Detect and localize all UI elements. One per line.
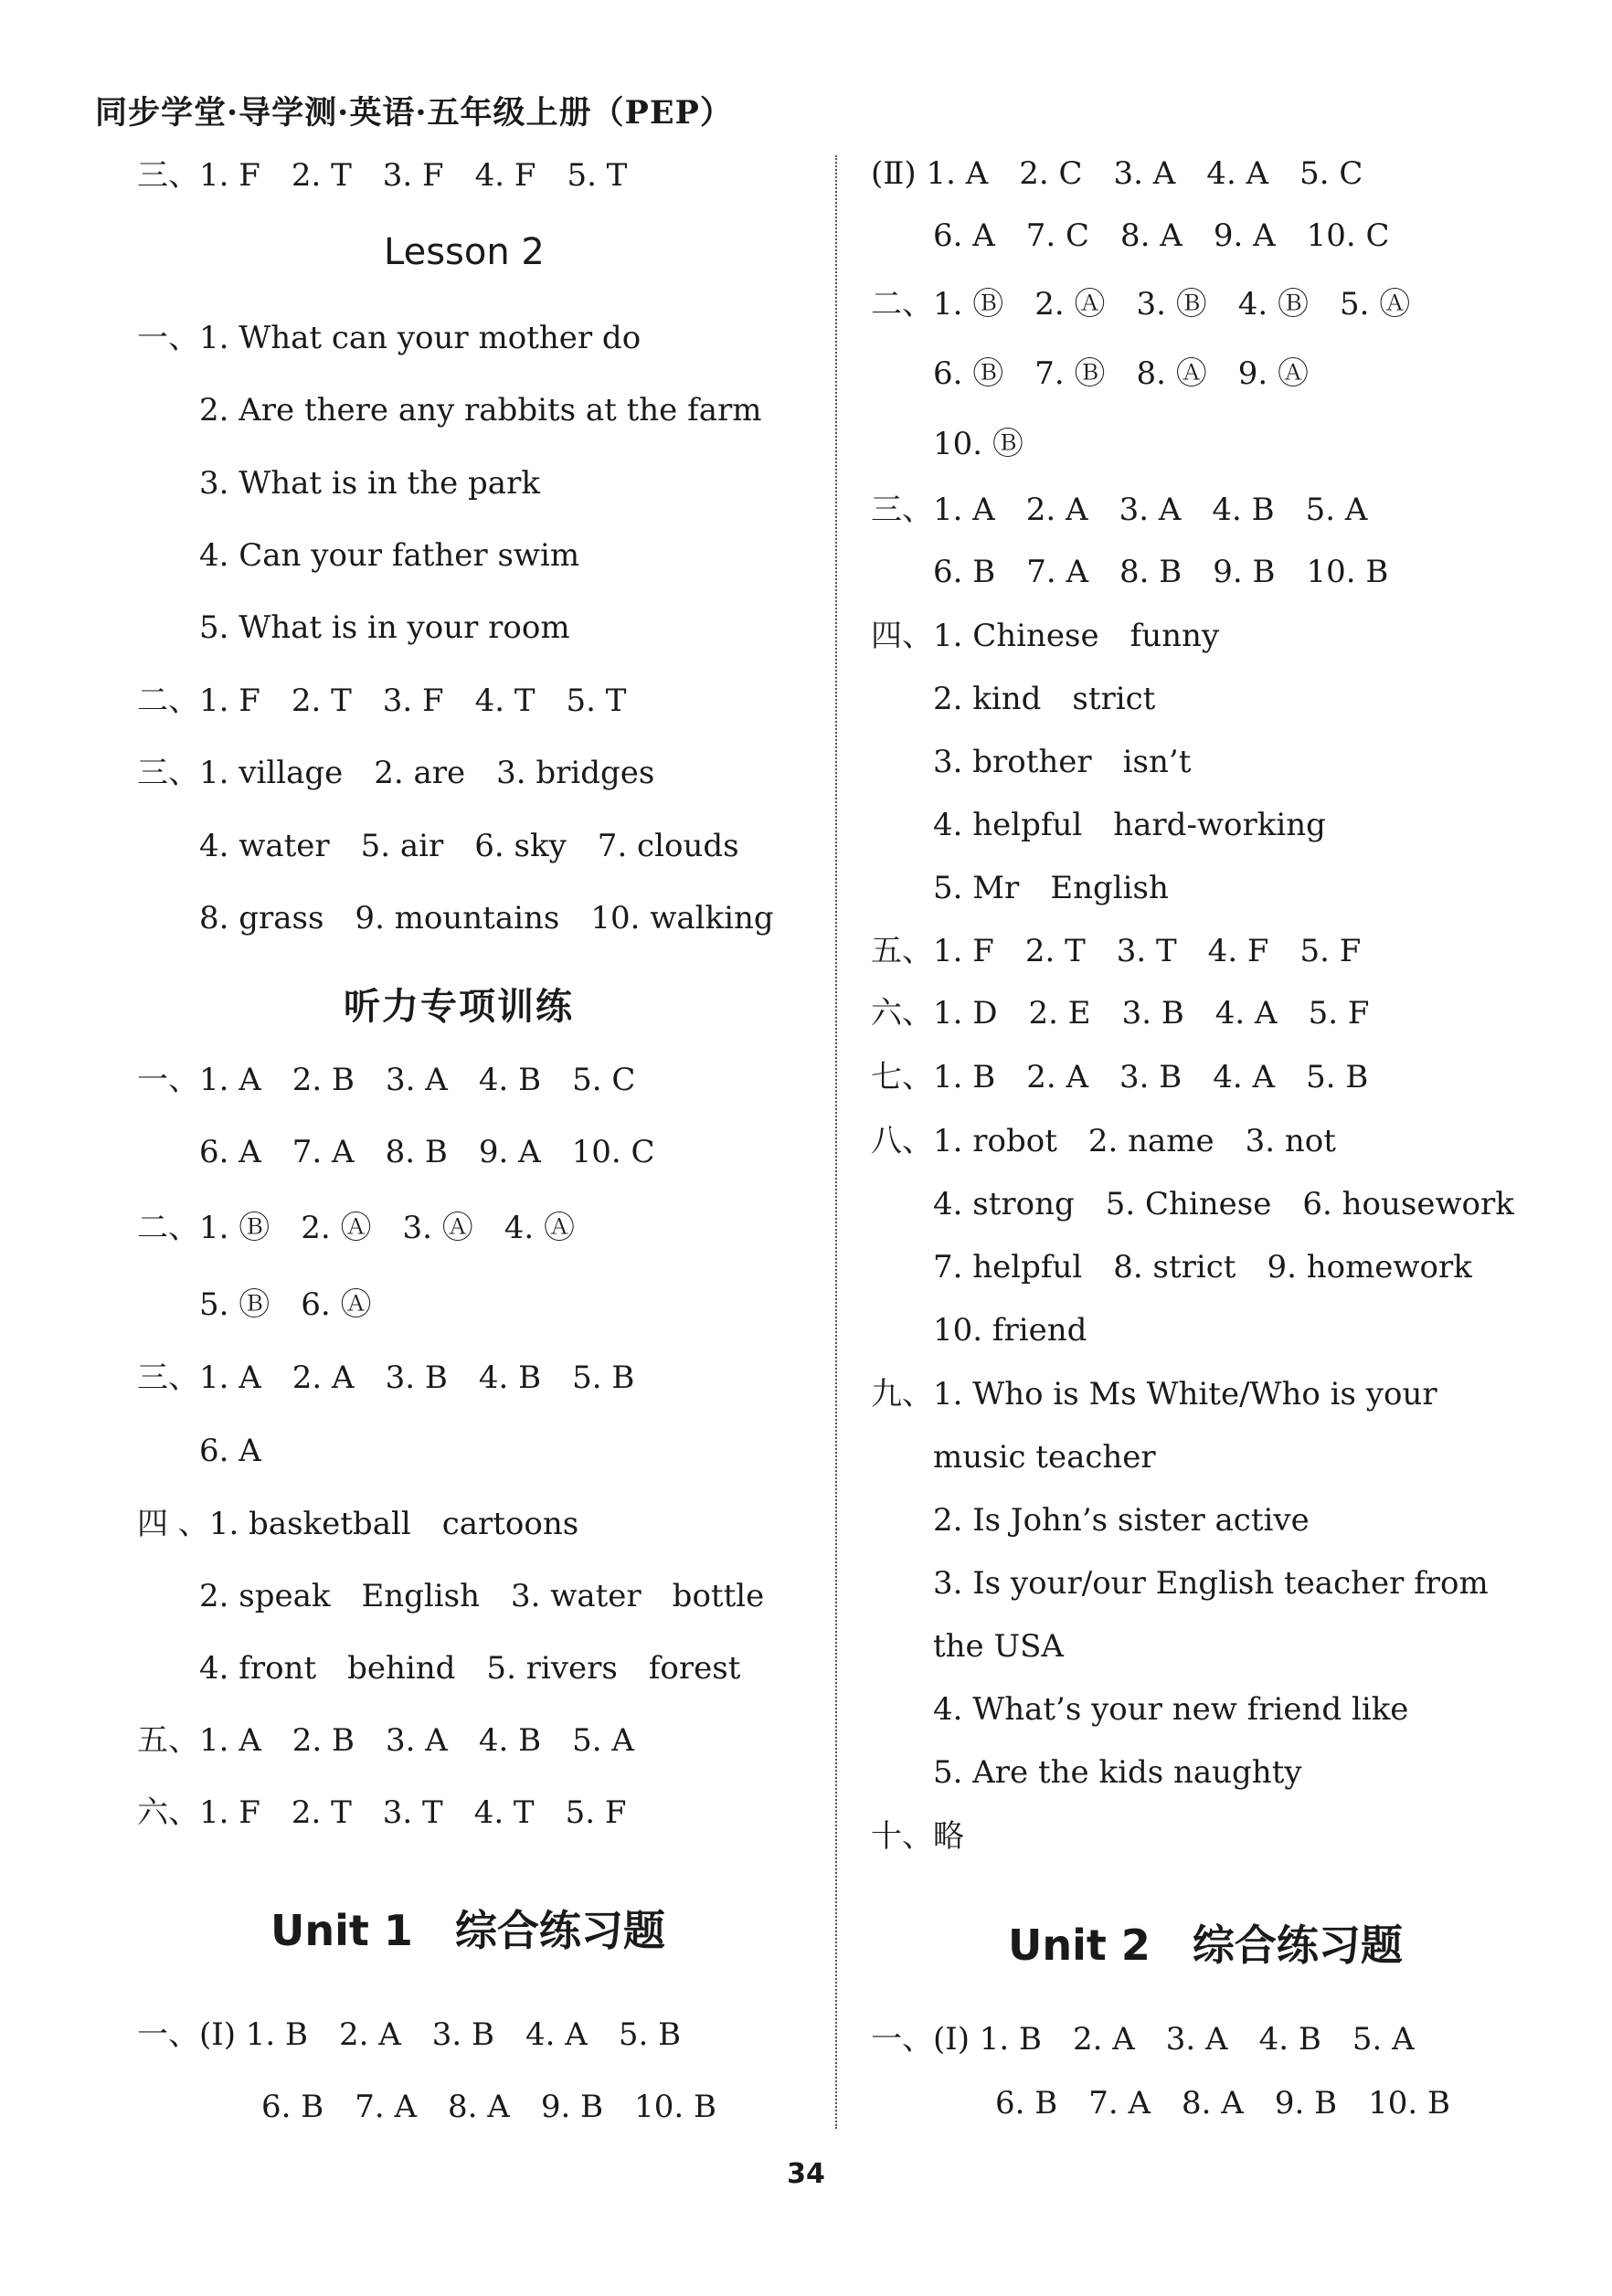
answer-line: 5. Are the kids naughty [871, 1754, 1302, 1791]
answer-line: 3. brother isn’t [871, 744, 1192, 780]
answer-line: 3. What is in the park [137, 465, 540, 502]
answer-line: 三、1. village 2. are 3. bridges [137, 755, 655, 791]
answer-line: 九、1. Who is Ms White/Who is your [871, 1376, 1437, 1413]
answer-line: 6. A 7. C 8. A 9. A 10. C [871, 217, 1390, 254]
answer-line: 2. kind strict [871, 681, 1156, 717]
answer-line: 2. Are there any rabbits at the farm [137, 392, 762, 429]
answer-line: 二、1. Ⓑ 2. Ⓐ 3. Ⓐ 4. Ⓐ [137, 1210, 575, 1246]
answer-line: 6. A 7. A 8. B 9. A 10. C [137, 1134, 655, 1170]
lesson2-title: Lesson 2 [384, 231, 545, 273]
answer-line: the USA [871, 1628, 1064, 1665]
answer-line: 7. helpful 8. strict 9. homework [871, 1249, 1472, 1286]
answer-line: 三、1. A 2. A 3. A 4. B 5. A [871, 492, 1368, 528]
page-header: 同步学堂·导学测·英语·五年级上册（PEP） [95, 94, 733, 132]
answer-line: 二、1. F 2. T 3. F 4. T 5. T [137, 682, 627, 719]
answer-line: 5. Ⓑ 6. Ⓐ [137, 1286, 372, 1323]
answer-line: 六、1. F 2. T 3. T 4. T 5. F [137, 1794, 627, 1831]
answer-line: 二、1. Ⓑ 2. Ⓐ 3. Ⓑ 4. Ⓑ 5. Ⓐ [871, 286, 1411, 323]
answer-line: 3. Is your/our English teacher from [871, 1565, 1489, 1602]
answer-line: 五、1. F 2. T 3. T 4. F 5. F [871, 933, 1362, 969]
answer-line: 四、1. Chinese funny [871, 618, 1220, 654]
page-number: 34 [787, 2158, 825, 2190]
answer-line: 5. What is in your room [137, 609, 570, 646]
listening-title: 听力专项训练 [344, 986, 574, 1028]
answer-line: 5. Mr English [871, 870, 1169, 906]
answer-line: 10. Ⓑ [871, 426, 1023, 462]
answer-line: 6. B 7. A 8. A 9. B 10. B [871, 2085, 1450, 2121]
answer-line: 2. Is John’s sister active [871, 1502, 1310, 1539]
answer-line: 一、(Ⅰ) 1. B 2. A 3. A 4. B 5. A [871, 2021, 1415, 2058]
answer-line: 6. Ⓑ 7. Ⓑ 8. Ⓐ 9. Ⓐ [871, 355, 1309, 392]
answer-line: 三、1. A 2. A 3. B 4. B 5. B [137, 1360, 635, 1396]
answer-line: 4. Can your father swim [137, 537, 580, 574]
answer-line: 一、1. What can your mother do [137, 320, 642, 356]
answer-line: 六、1. D 2. E 3. B 4. A 5. F [871, 995, 1370, 1032]
unit1-title: Unit 1 综合练习题 [270, 1906, 665, 1955]
answer-line: 4. water 5. air 6. sky 7. clouds [137, 828, 739, 864]
answer-line: 一、1. A 2. B 3. A 4. B 5. C [137, 1062, 636, 1098]
answer-line: 10. friend [871, 1312, 1087, 1349]
answer-line: 五、1. A 2. B 3. A 4. B 5. A [137, 1722, 634, 1759]
answer-line: 七、1. B 2. A 3. B 4. A 5. B [871, 1059, 1369, 1095]
answer-line: 八、1. robot 2. name 3. not [871, 1123, 1336, 1159]
answer-line: 6. B 7. A 8. B 9. B 10. B [871, 554, 1389, 590]
column-divider [835, 155, 837, 2129]
answer-line: 4. What’s your new friend like [871, 1691, 1409, 1728]
answer-line: 四 、1. basketball cartoons [137, 1506, 579, 1542]
answer-line: music teacher [871, 1439, 1156, 1476]
answer-line: 4. helpful hard-working [871, 807, 1326, 843]
answer-line: 6. A [137, 1433, 261, 1469]
answer-line: 三、1. F 2. T 3. F 4. F 5. T [137, 157, 628, 194]
answer-line: 8. grass 9. mountains 10. walking [137, 900, 774, 936]
answer-line: 4. strong 5. Chinese 6. housework [871, 1186, 1514, 1222]
answer-line: 2. speak English 3. water bottle [137, 1578, 765, 1614]
unit2-title: Unit 2 综合练习题 [1008, 1920, 1403, 1970]
answer-line: 4. front behind 5. rivers forest [137, 1650, 741, 1687]
answer-line: (Ⅱ) 1. A 2. C 3. A 4. A 5. C [871, 155, 1363, 192]
answer-line: 6. B 7. A 8. A 9. B 10. B [137, 2089, 716, 2125]
answer-line: 十、略 [871, 1818, 964, 1855]
answer-line: 一、(Ⅰ) 1. B 2. A 3. B 4. A 5. B [137, 2016, 682, 2053]
